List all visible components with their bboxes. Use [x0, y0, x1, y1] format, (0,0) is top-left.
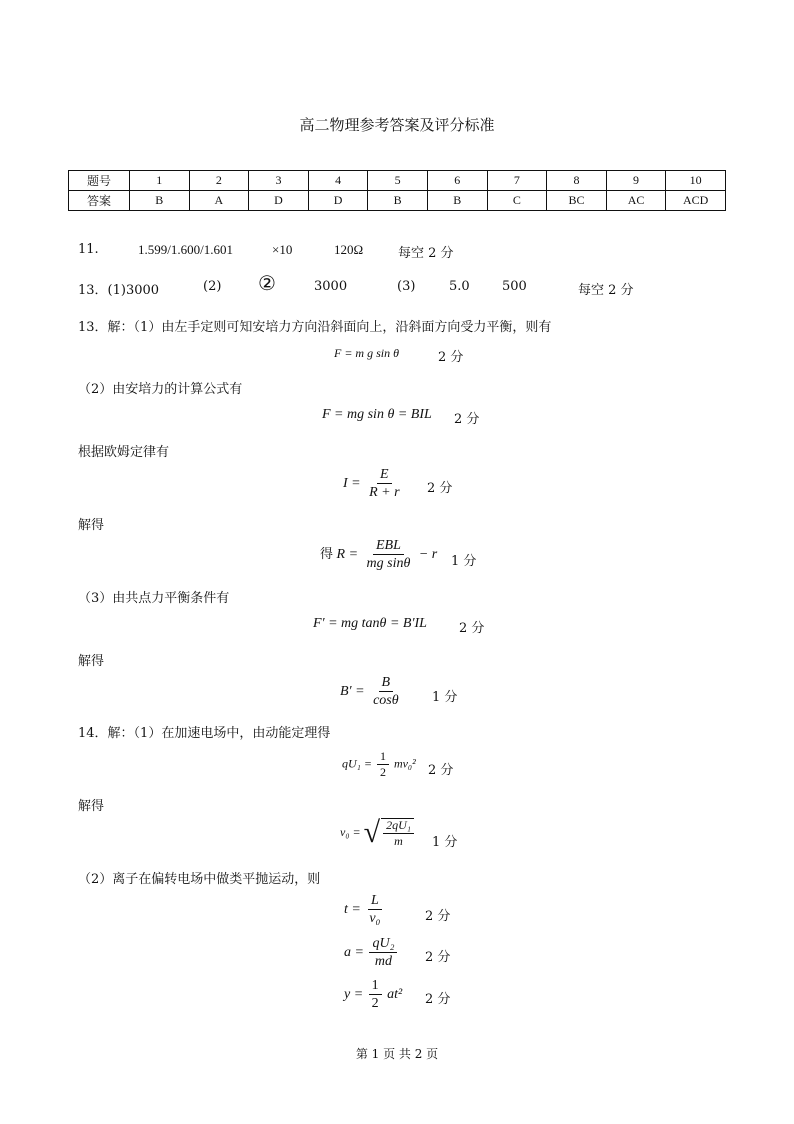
q11-answer-1: 1.599/1.600/1.601: [138, 242, 233, 257]
q13-part-2: （2）由安培力的计算公式有: [78, 382, 243, 397]
q11-score: 每空 2 分: [398, 246, 454, 261]
q13-eq1-score: 2 分: [438, 350, 464, 365]
q14-eq2-num: 2qU₁: [383, 819, 414, 834]
table-cell-answer: C: [487, 191, 547, 211]
table-cell-number: 4: [308, 171, 368, 191]
q12-part-2-label: (2): [203, 279, 222, 294]
q13-eq4-prefix: 得: [320, 547, 334, 563]
q13-eq3-score: 2 分: [427, 481, 453, 496]
q13-eq3-fraction: [366, 467, 402, 501]
q13-eq3-lhs: I =: [343, 476, 361, 492]
q14-intro: 14．解：（1）在加速电场中，由动能定理得: [78, 726, 331, 741]
page-title: 高二物理参考答案及评分标准: [299, 116, 495, 134]
q14-eq2: [340, 818, 416, 848]
q13-eq3: [343, 467, 405, 501]
q13-eq4-score: 1 分: [451, 554, 477, 569]
q14-eq3-lhs: t =: [344, 902, 361, 918]
q14-eq3-num: L: [368, 893, 382, 910]
table-cell-number: 1: [130, 171, 190, 191]
q14-eq5-num: 1: [369, 978, 382, 995]
q14-eq4: [344, 936, 399, 970]
q14-eq4-den: md: [374, 954, 392, 970]
table-cell-answer: B: [130, 191, 190, 211]
table-header-label: 题号: [69, 171, 130, 191]
table-cell-number: 3: [249, 171, 309, 191]
q14-eq5-lhs: y =: [344, 987, 364, 1003]
table-cell-answer: B: [427, 191, 487, 211]
q14-eq3-fraction: [366, 893, 383, 927]
q11-answer-3: 120Ω: [334, 242, 364, 257]
q13-eq5-score: 2 分: [459, 621, 485, 636]
table-cell-answer: B: [368, 191, 428, 211]
q12-part-3-label: (3): [397, 279, 416, 294]
q14-eq4-score: 2 分: [425, 950, 451, 965]
table-cell-answer: BC: [547, 191, 607, 211]
q14-eq2-fraction: [381, 818, 414, 848]
q13-solve-2: 解得: [78, 654, 105, 669]
q13-eq6-lhs: B′ =: [340, 684, 365, 700]
q13-eq5: F′ = mg tanθ = B′IL: [313, 616, 427, 631]
table-cell-number: 10: [666, 171, 726, 191]
q14-eq4-fraction: [369, 936, 397, 970]
q13-intro: 13．解：（1）由左手定则可知安培力方向沿斜面向上，沿斜面方向受力平衡，则有: [78, 320, 552, 335]
sqrt-icon: [364, 818, 416, 848]
q13-part-3: （3）由共点力平衡条件有: [78, 591, 230, 606]
q13-eq6-den: cosθ: [373, 693, 399, 709]
table-cell-number: 5: [368, 171, 428, 191]
table-cell-answer: D: [308, 191, 368, 211]
table-cell-answer: ACD: [666, 191, 726, 211]
q13-eq1: F = m g sin θ: [334, 346, 399, 360]
q14-eq2-score: 1 分: [432, 835, 458, 850]
q14-eq1-den: 2: [379, 765, 386, 780]
q14-eq3-den: v₀: [369, 911, 381, 927]
q11-answer-2: ×10: [272, 242, 293, 257]
q14-part-2: （2）离子在偏转电场中做类平抛运动，则: [78, 872, 321, 887]
q14-eq1-score: 2 分: [428, 763, 454, 778]
q13-eq6-num: B: [379, 675, 394, 692]
q12-value-2: 3000: [314, 279, 348, 294]
q12-part-1: 13．(1)3000: [78, 283, 160, 298]
q13-eq2: F = mg sin θ = BIL: [322, 407, 432, 422]
q13-eq3-den: R + r: [369, 485, 400, 501]
q14-eq5-fraction: [369, 978, 382, 1012]
q13-eq4-lhs: R =: [336, 547, 359, 563]
circled-two-icon: ②: [258, 271, 276, 295]
q14-eq4-lhs: a =: [344, 945, 364, 961]
q13-ohm-text: 根据欧姆定律有: [78, 445, 170, 460]
table-cell-number: 2: [189, 171, 249, 191]
q13-eq6: [340, 675, 404, 709]
q13-eq3-num: E: [377, 467, 392, 484]
q14-eq1: [342, 750, 416, 779]
table-cell-number: 7: [487, 171, 547, 191]
q13-eq4-fraction: [364, 538, 414, 572]
q13-eq4: [320, 538, 437, 572]
page-footer: 第 1 页 共 2 页: [355, 1047, 439, 1061]
q14-eq1-fraction: [377, 750, 389, 779]
table-cell-answer: D: [249, 191, 309, 211]
table-cell-number: 8: [547, 171, 607, 191]
q12-score: 每空 2 分: [578, 283, 634, 298]
q13-eq2-score: 2 分: [454, 412, 480, 427]
q14-eq1-num: 1: [377, 750, 389, 765]
q14-eq1-tail: mv₀²: [393, 756, 416, 771]
table-cell-answer: A: [189, 191, 249, 211]
table-cell-number: 9: [606, 171, 666, 191]
table-row-answers: [69, 191, 726, 211]
q14-eq4-num: qU₂: [369, 936, 397, 953]
q14-eq5: [344, 978, 402, 1012]
answer-table: [68, 170, 726, 211]
q14-eq2-lhs: v₀ =: [340, 824, 361, 839]
q13-eq6-score: 1 分: [432, 690, 458, 705]
q13-eq4-num: EBL: [373, 538, 404, 555]
radical-sign-icon: √: [363, 816, 381, 850]
q11-number: 11.: [78, 242, 99, 257]
table-answer-label: 答案: [69, 191, 130, 211]
q13-eq4-den: mg sinθ: [366, 556, 411, 572]
q14-eq5-tail: at²: [387, 987, 403, 1003]
q14-eq1-lhs: qU₁ =: [342, 756, 372, 771]
q14-eq5-den: 2: [371, 996, 379, 1012]
table-cell-answer: AC: [606, 191, 666, 211]
q13-solve-1: 解得: [78, 518, 105, 533]
q14-eq2-den: m: [394, 834, 403, 849]
table-cell-number: 6: [427, 171, 487, 191]
table-row-numbers: [69, 171, 726, 191]
q14-eq3: [344, 893, 385, 927]
q14-eq5-score: 2 分: [425, 992, 451, 1007]
q12-value-3: 5.0: [449, 279, 470, 294]
q13-eq4-tail: − r: [418, 547, 438, 563]
q13-eq6-fraction: [370, 675, 402, 709]
q12-value-4: 500: [502, 279, 527, 294]
q14-eq3-score: 2 分: [425, 909, 451, 924]
q14-solve: 解得: [78, 799, 105, 814]
